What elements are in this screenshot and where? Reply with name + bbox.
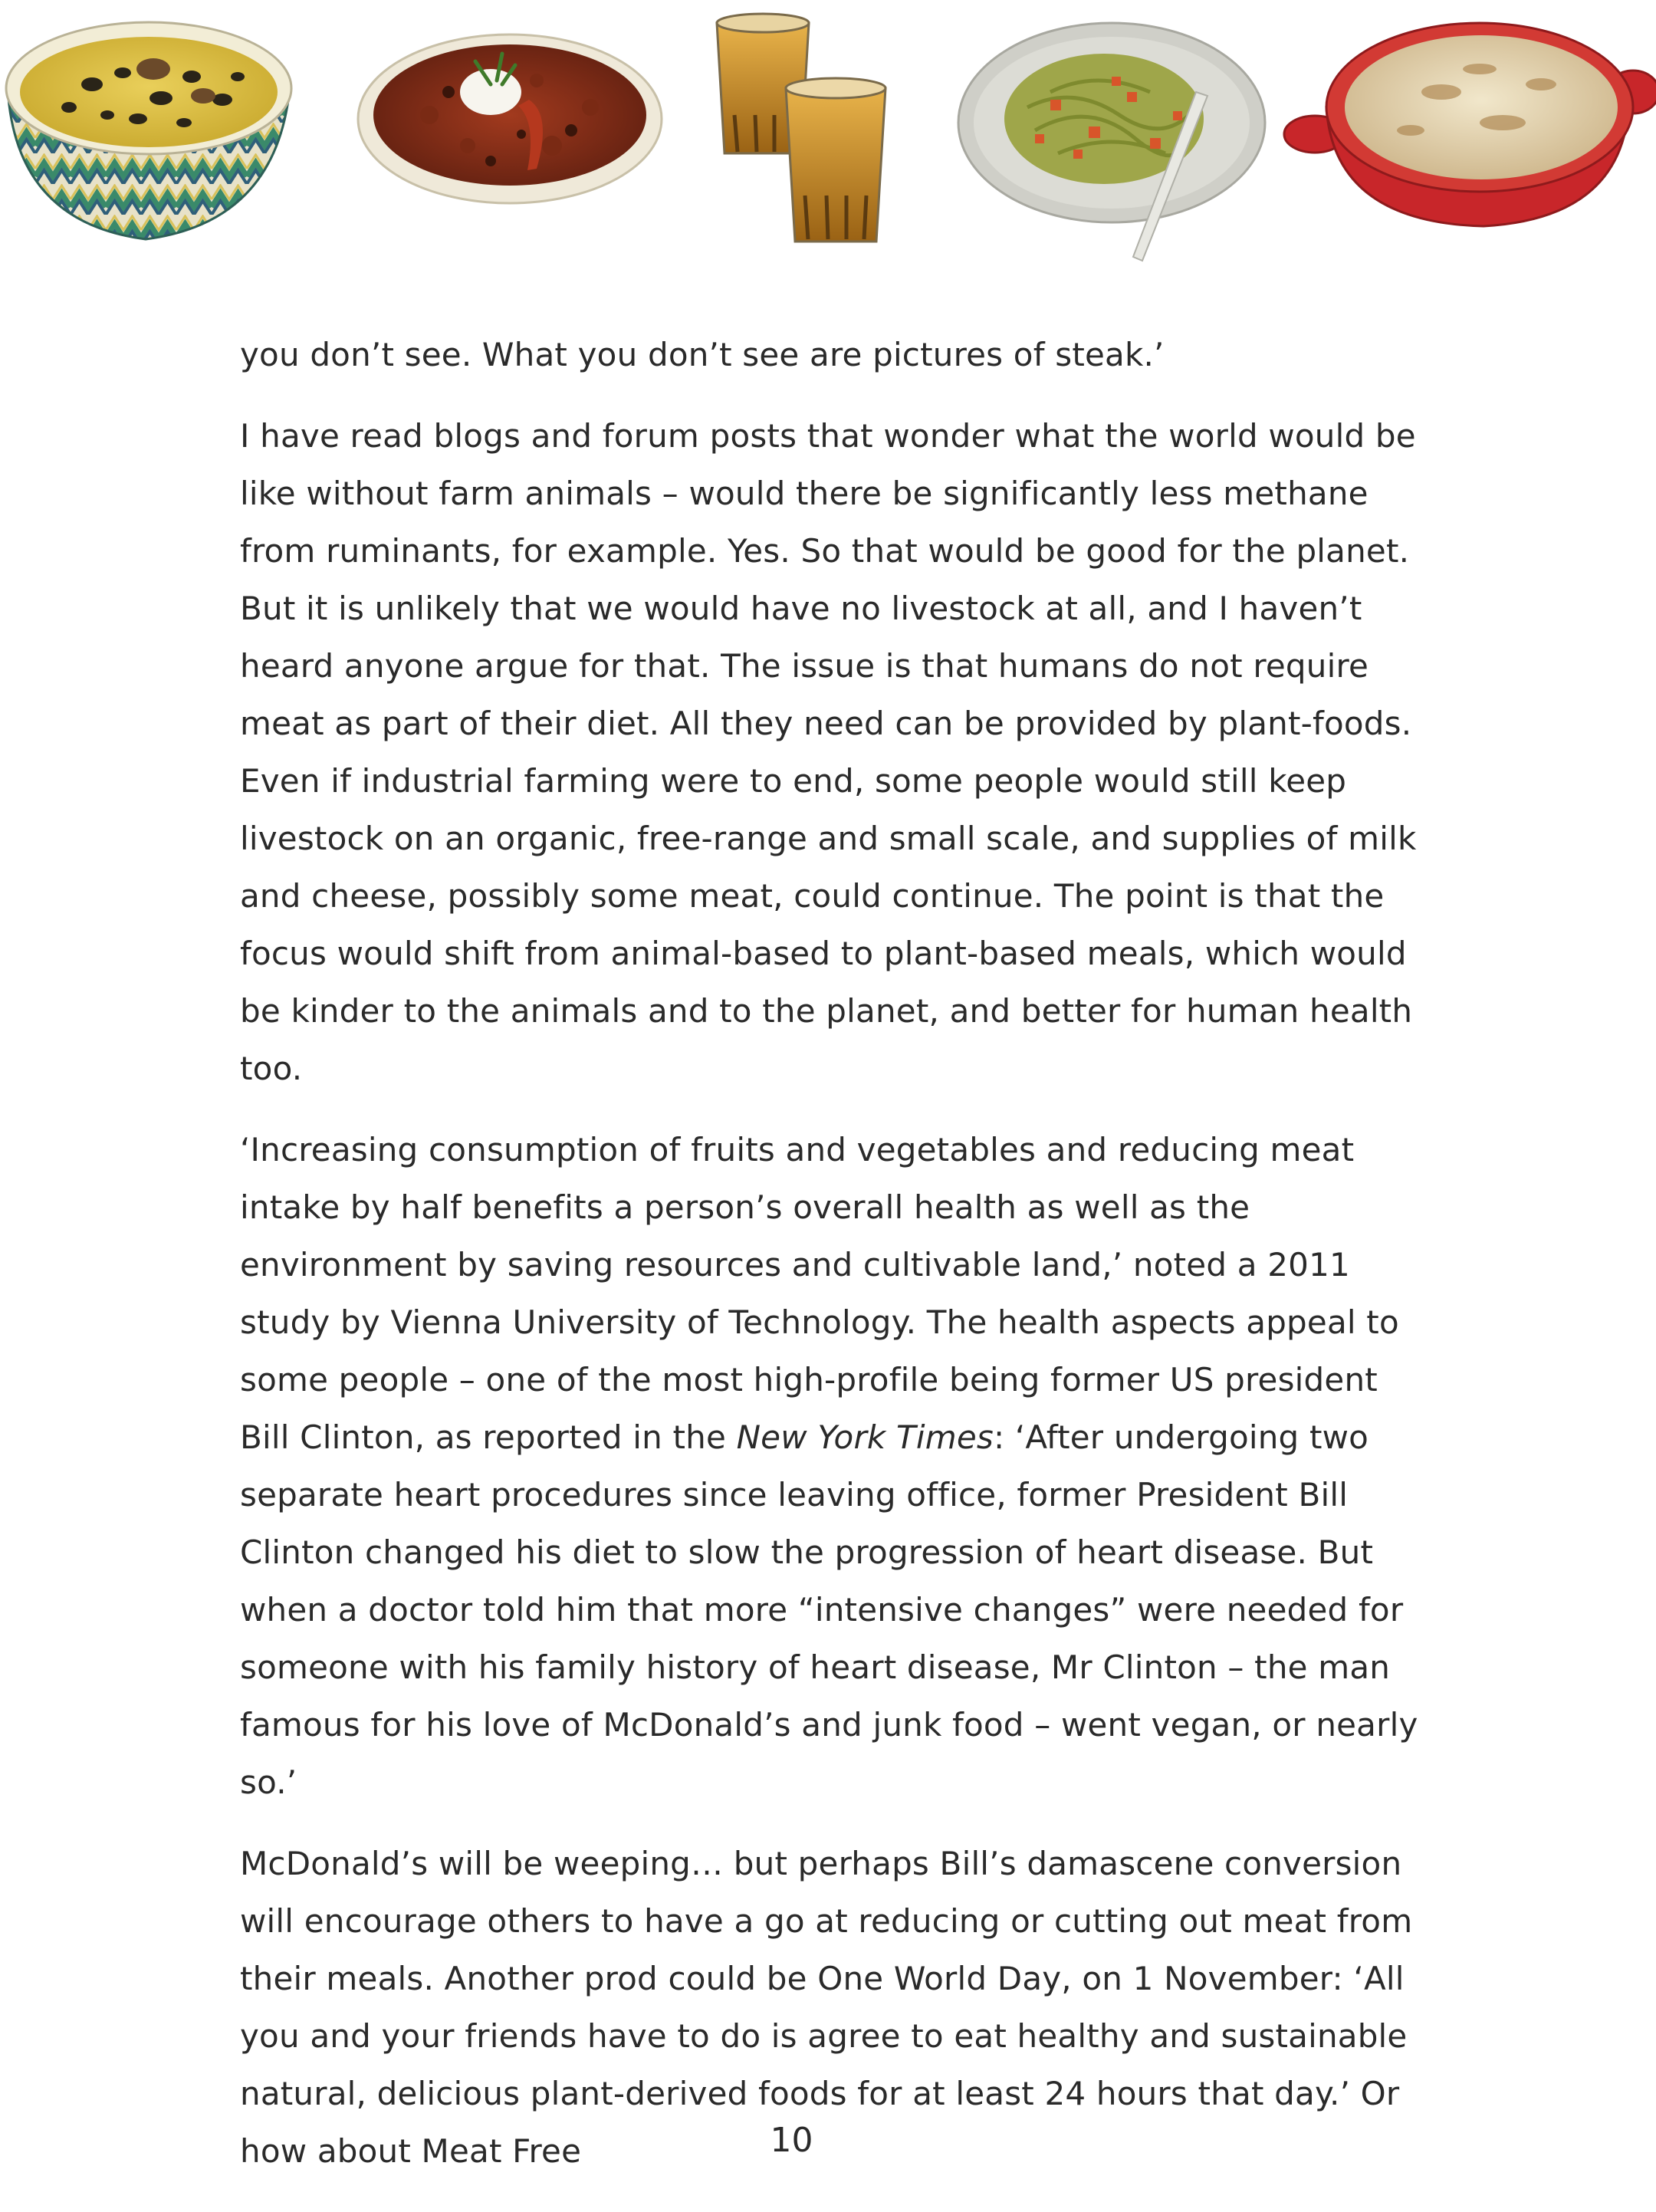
paragraph-1: I have read blogs and forum posts that wonder what the world would be like without farm animals – would there be significantly less methane from ruminants, for example. Yes. So that would be good for the planet. But it is unlikely that we would have no livestock at all, and I haven’t heard anyone argue for that. The issue is that humans do not require meat as part of their diet. All they need can be provided by plant-foods. Even if industrial farming were to end, some people would still keep livestock on an organic, free-range and small scale, and supplies of milk and cheese, possibly some meat, could continue. The point is that the focus would shift from animal-based to plant-based meals, which would be kinder to the animals and to the planet, and better for human health too. [240, 417, 1417, 1087]
dish3-tea-glasses [717, 14, 886, 242]
paragraph-3: McDonald’s will be weeping… but perhaps Bill’s damascene conversion will encourage others to have a go at reducing or cutting out meat from their meals. Another prod could be One World Day, on 1 November: ‘All you and your friends have to do is agree to eat healthy and sustainable natural, delicious plant-derived foods for at least 24 hours that day.’ Or how about Meat Free [240, 1845, 1413, 2170]
food-photo-strip [0, 0, 1656, 276]
newspaper-title: New York Times [736, 1418, 994, 1456]
dish2-chilli-bowl [358, 35, 662, 203]
article-body [240, 326, 1421, 2204]
dish1-rice-bowl [6, 22, 291, 239]
dish5-gratin-dish [1284, 23, 1656, 226]
paragraph-0: you don’t see. What you don’t see are pictures of steak.’ [240, 336, 1165, 373]
paragraph-2-part-b: : ‘After undergoing two separate heart procedures since leaving office, former President Bill Clinton changed his diet to slow the progression of heart disease. But when a doctor told him that more “intensive changes” were needed for someone with his family history of heart disease, Mr Clinton – the man famous for his love of McDonald’s and junk food – went vegan, or nearly so.’ [240, 1418, 1418, 1801]
paragraph-2-part-a: ‘Increasing consumption of fruits and vegetables and reducing meat intake by half benefits a person’s overall health as well as the environment by saving resources and cultivable land,’ noted a 2011 study by Vienna University of Technology. The health aspects appeal to some people – one of the most high-profile being former US president Bill Clinton, as reported in the [240, 1131, 1399, 1456]
food-illustrations [0, 0, 1656, 276]
page-number: 10 [770, 2121, 813, 2160]
paragraph-2 [240, 1121, 1421, 1811]
dish4-pasta-plate [958, 23, 1265, 261]
